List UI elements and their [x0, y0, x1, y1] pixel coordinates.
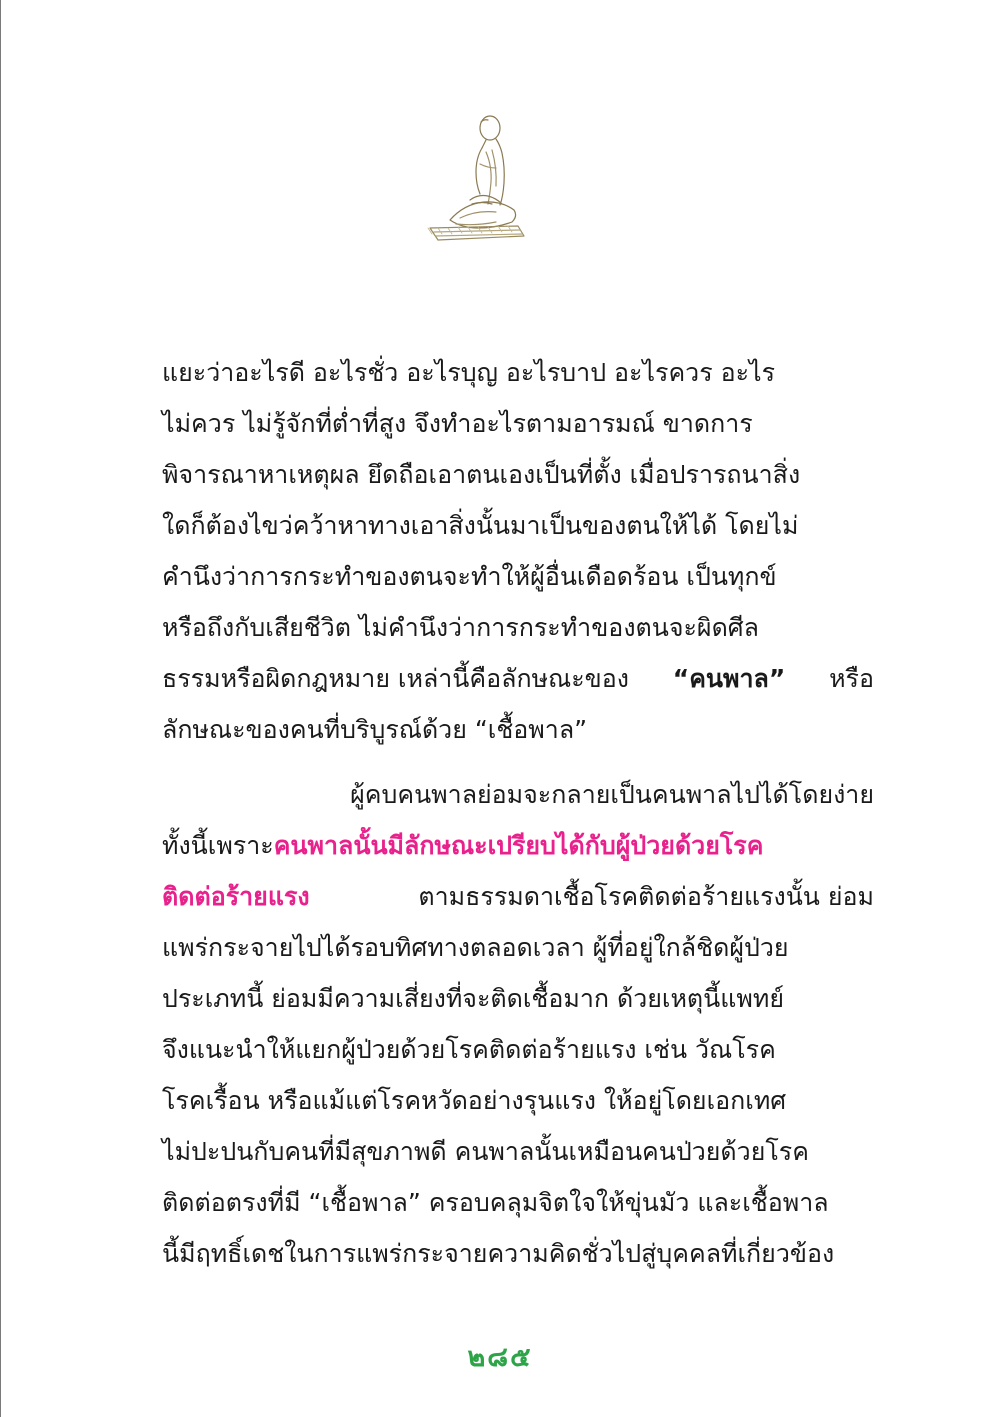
text-line: คำนึงว่าการกระทำของตนจะทำให้ผู้อื่นเดือดร้อน เป็นทุกข์ [162, 562, 777, 591]
text-line: หรือถึงกับเสียชีวิต ไม่คำนึงว่าการกระทำของตนจะผิดศีล [162, 613, 759, 642]
highlighted-text: ติดต่อร้ายแรง [162, 882, 310, 911]
text-line: ใดก็ต้องไขว่คว้าหาทางเอาสิ่งนั้นมาเป็นของตนให้ได้ โดยไม่ [162, 511, 799, 540]
page-number: ๒๘๕ [467, 1342, 533, 1373]
text-line: ติดต่อร้ายแรง ตามธรรมดาเชื้อโรคติดต่อร้ายแรงนั้น ย่อม [162, 866, 874, 917]
text-line: พิจารณาหาเหตุผล ยึดถือเอาตนเองเป็นที่ตั้ง เมื่อปรารถนาสิ่ง [162, 460, 801, 489]
text-line: ธรรมหรือผิดกฎหมาย เหล่านี้คือลักษณะของ “คนพาล” หรือ [162, 648, 874, 699]
text-line: แพร่กระจายไปได้รอบทิศทางตลอดเวลา ผู้ที่อยู่ใกล้ชิดผู้ป่วย [162, 933, 789, 962]
text-line: จึงแนะนำให้แยกผู้ป่วยด้วยโรคติดต่อร้ายแรง เช่น วัณโรค [162, 1035, 776, 1064]
text-line: ไม่ควร ไม่รู้จักที่ต่ำที่สูง จึงทำอะไรตามอารมณ์ ขาดการ [162, 409, 753, 438]
text-line: ลักษณะของคนที่บริบูรณ์ด้วย “เชื้อพาล” [162, 715, 588, 744]
text-line: ทั้งนี้เพราะ คนพาลนั้นมีลักษณะเปรียบได้กับผู้ป่วยด้วยโรค [162, 815, 874, 866]
text-line: ติดต่อตรงที่มี “เชื้อพาล” ครอบคลุมจิตใจให้ขุ่นมัว และเชื้อพาล [162, 1188, 829, 1217]
highlighted-text: คนพาลนั้นมีลักษณะเปรียบได้กับผู้ป่วยด้วยโรค [273, 831, 764, 860]
text-line: โรคเรื้อน หรือแม้แต่โรคหวัดอย่างรุนแรง ให้อยู่โดยเอกเทศ [162, 1086, 787, 1115]
meditating-monk-icon [420, 108, 530, 243]
bold-term: “คนพาล” [672, 664, 786, 693]
body-text [162, 342, 874, 1274]
page-border [0, 0, 1, 1417]
paragraph-gap [162, 750, 874, 764]
text-line: ผู้คบคนพาลย่อมจะกลายเป็นคนพาลไปได้โดยง่าย [350, 780, 874, 809]
text-line: นี้มีฤทธิ์เดชในการแพร่กระจายความคิดชั่วไปสู่บุคคลที่เกี่ยวข้อง [162, 1239, 835, 1268]
text-line: แยะว่าอะไรดี อะไรชั่ว อะไรบุญ อะไรบาป อะไรควร อะไร [162, 358, 776, 387]
text-line: ประเภทนี้ ย่อมมีความเสี่ยงที่จะติดเชื้อมาก ด้วยเหตุนี้แพทย์ [162, 984, 784, 1013]
text-line: ไม่ปะปนกับคนที่มีสุขภาพดี คนพาลนั้นเหมือนคนป่วยด้วยโรค [162, 1137, 809, 1166]
